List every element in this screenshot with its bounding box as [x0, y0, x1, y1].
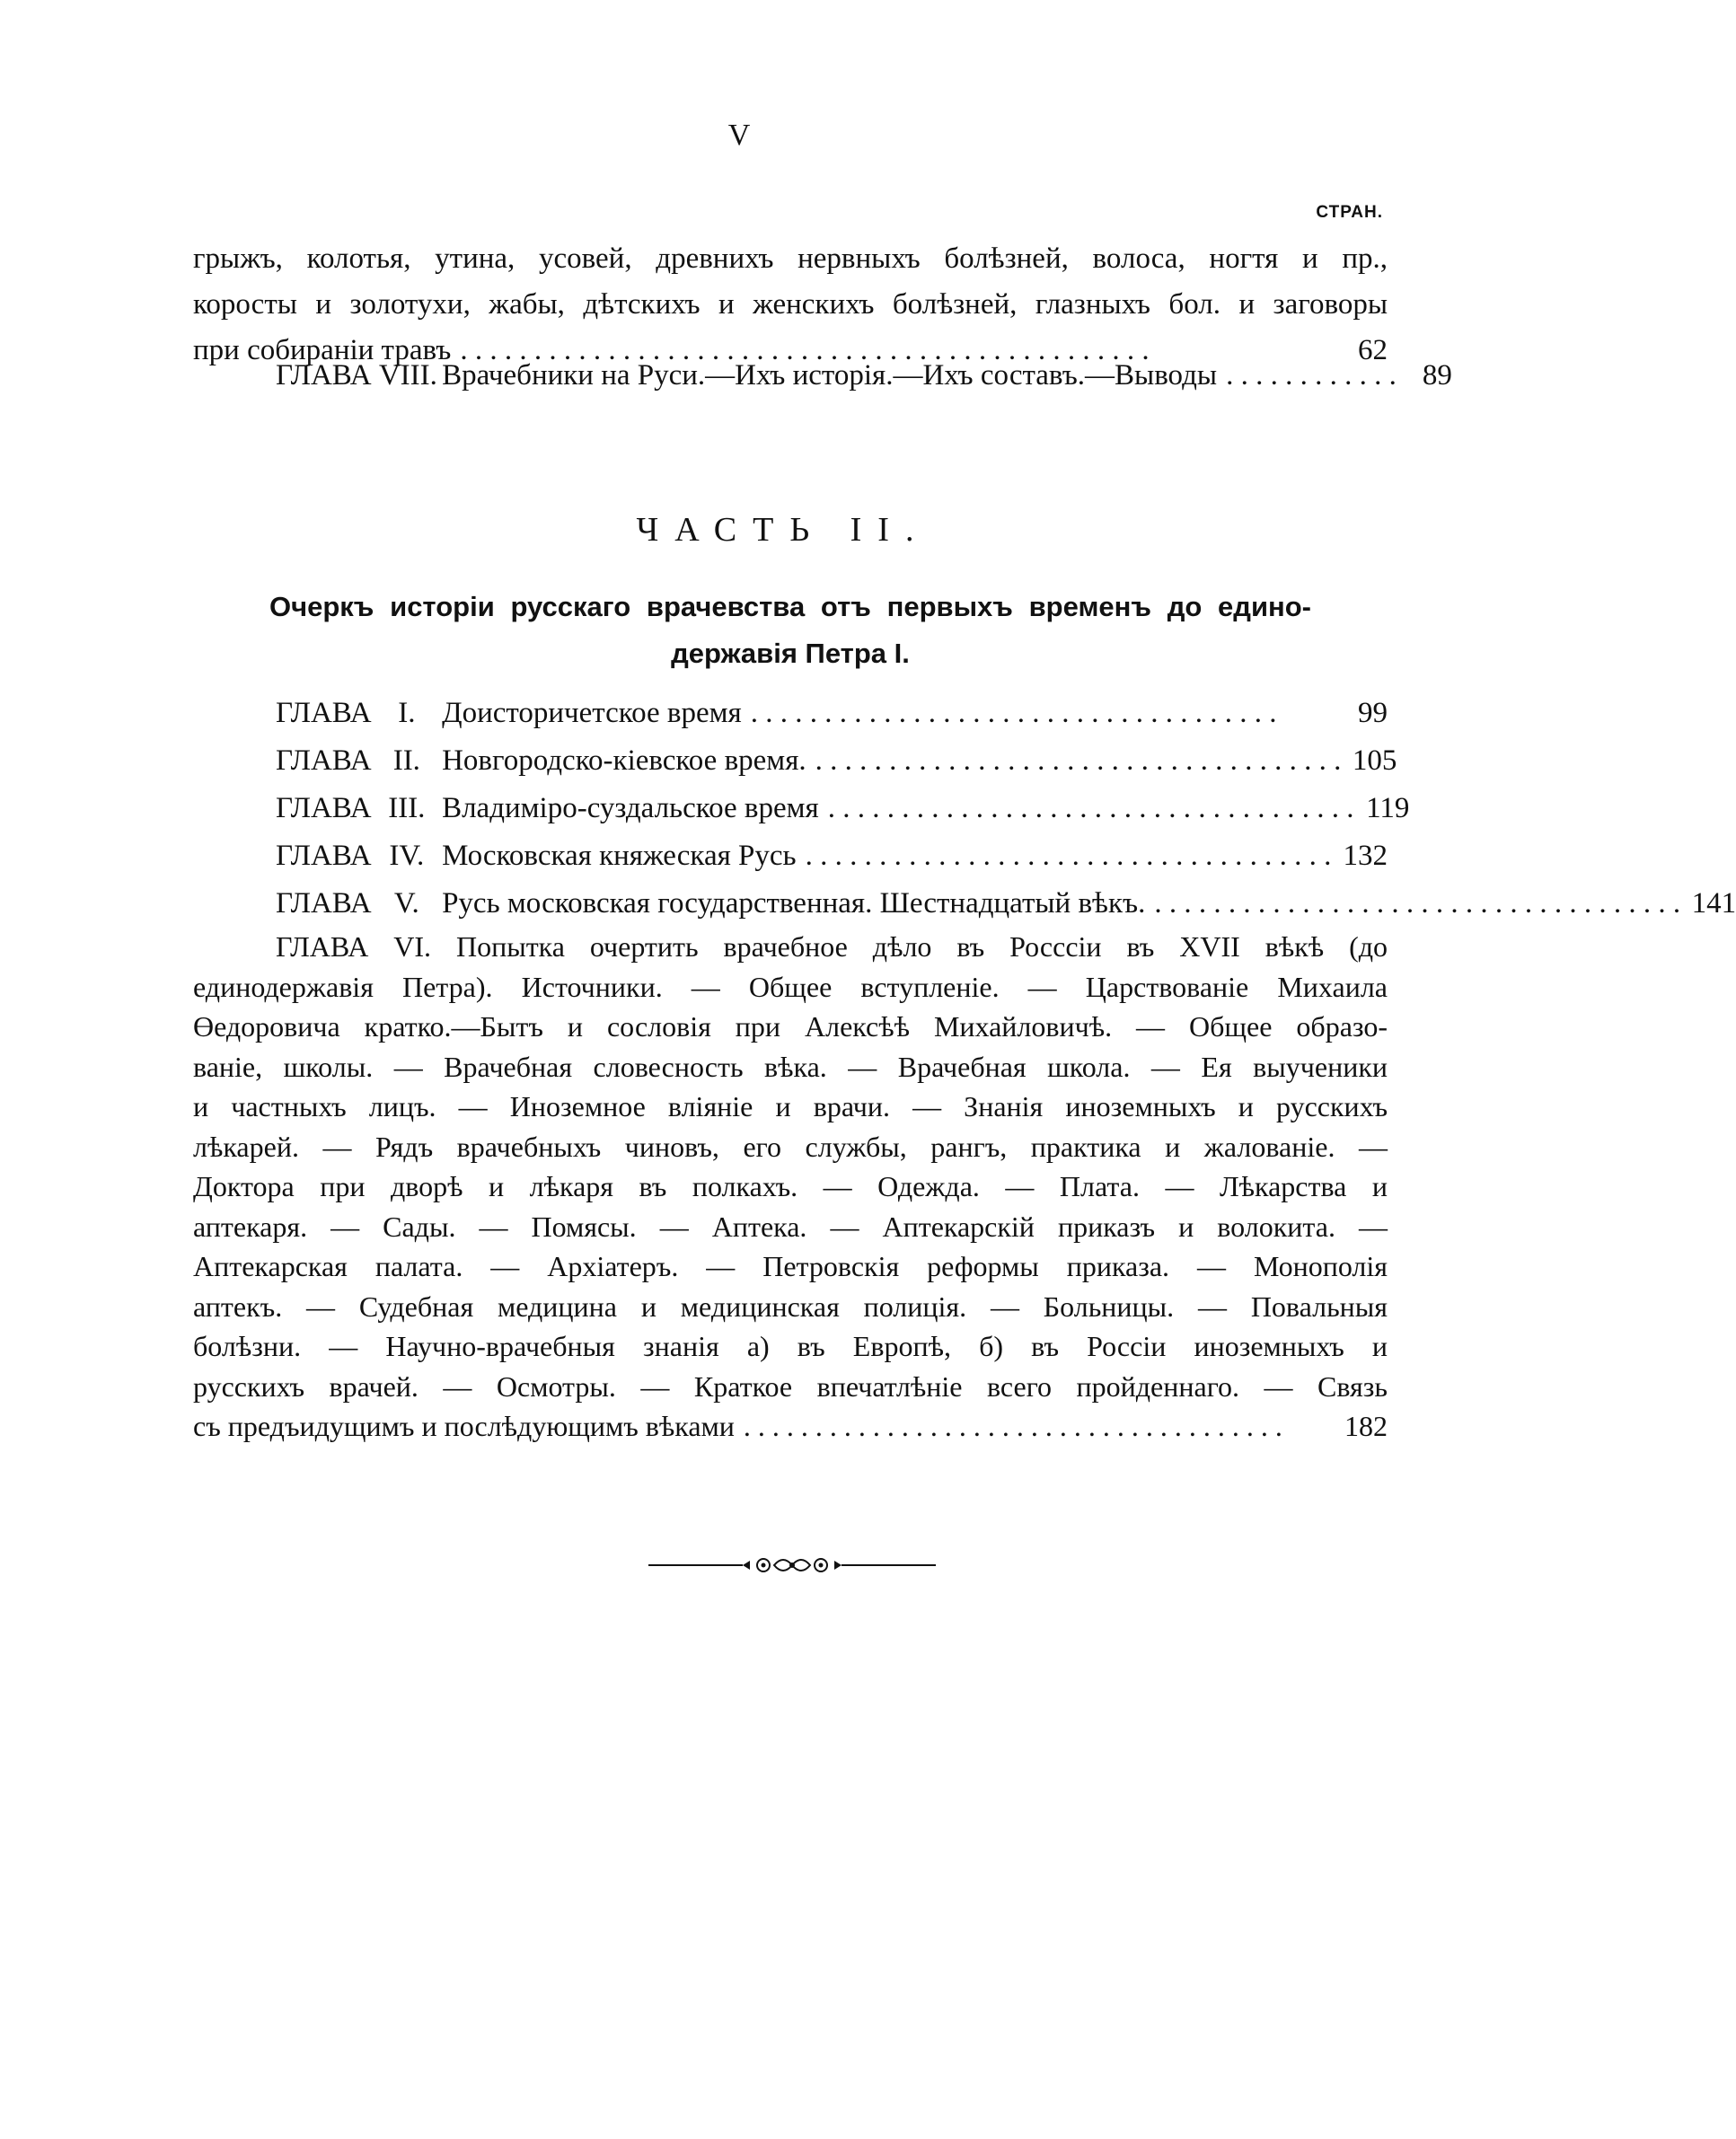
- page-ref: 62: [1358, 334, 1388, 366]
- entry-text-line: и частныхъ лицъ. — Иноземное вліяніе и врачи. — Знанія иноземныхъ и русскихъ: [193, 1090, 1388, 1122]
- chapter-number: V.: [393, 887, 419, 920]
- toc-entry-chapter-8: [193, 359, 1452, 407]
- chapter-label: ГЛАВА: [276, 792, 372, 824]
- chapter-label: ГЛАВА: [276, 840, 372, 872]
- entry-text-line: ваніе, школы. — Врачебная словесность вѣка. — Врачебная школа. — Ея выученики: [193, 1050, 1388, 1083]
- entry-text-line: ГЛАВА VI. Попытка очертить врачебное дѣло въ Росссіи въ XVII вѣкѣ (до: [276, 930, 1388, 963]
- dot-leader: . . . . . . . . . . . . . . . . . . . . . . . . . . . . . . . . . . . .: [805, 840, 1332, 872]
- entry-text-line: Өедоровича кратко.—Бытъ и сословія при Алексѣѣ Михайловичѣ. — Общее образо-: [193, 1010, 1388, 1043]
- ornament-divider-icon: [648, 1552, 936, 1579]
- chapter-number: III.: [388, 792, 426, 824]
- chapter-label: ГЛАВА: [276, 697, 372, 729]
- entry-text-line: русскихъ врачей. — Осмотры. — Краткое впечатлѣніе всего пройденнаго. — Связь: [193, 1369, 1388, 1403]
- entry-text-line: аптекъ. — Судебная медицина и медицинская полиція. — Больницы. — Повальныя: [193, 1290, 1388, 1323]
- toc-entry: [193, 744, 1397, 792]
- dot-leader: . . . . . . . . . . . . . . . . . . . . . . . . . . . . . . . . . . . . . .: [743, 1410, 1282, 1442]
- toc-entry-chapter-6: [193, 927, 1388, 1447]
- toc-chapter-list: [193, 697, 1736, 935]
- chapter-number: II.: [392, 744, 420, 777]
- page-ref: 119: [1366, 792, 1410, 824]
- toc-entry: [193, 792, 1410, 840]
- entry-text-line: при собираніи травъ: [193, 334, 452, 366]
- part-heading: ЧАСТЬ II.: [636, 511, 930, 549]
- chapter-label: ГЛАВА: [276, 744, 372, 777]
- dot-leader: . . . . . . . . . . . .: [1226, 359, 1397, 392]
- entry-text-line: лѣкарей. — Рядъ врачебныхъ чиновъ, его службы, рангъ, практика и жалованіе. —: [193, 1130, 1388, 1163]
- entry-text-line: съ предъидущимъ и послѣдующимъ вѣками: [193, 1410, 735, 1442]
- chapter-number: IV.: [389, 840, 425, 872]
- page-ref: 132: [1343, 840, 1388, 872]
- entry-text-line: аптекаря. — Сады. — Помясы. — Аптека. — Аптекарскій приказъ и волокита. —: [193, 1210, 1388, 1243]
- chapter-title: Русь московская государственная. Шестнадцатый вѣкъ.: [442, 887, 1146, 920]
- part-subtitle: [269, 584, 1311, 677]
- dot-leader: . . . . . . . . . . . . . . . . . . . . . . . . . . . . . . . . . . . .: [815, 744, 1342, 777]
- page-ref: 89: [1422, 359, 1452, 392]
- dot-leader: . . . . . . . . . . . . . . . . . . . . . . . . . . . . . . . . . . . . . . . . . . . . . . .: [460, 334, 1150, 366]
- entry-text-line: Аптекарская палата. — Архіатеръ. — Петровскія реформы приказа. — Монополія: [193, 1250, 1388, 1282]
- chapter-title: Врачебники на Руси.—Ихъ исторія.—Ихъ составъ.—Выводы: [442, 359, 1218, 392]
- toc-entry-part1-tail: [193, 236, 1388, 374]
- entry-text-line: единодержавія Петра). Источники. — Общее вступленіе. — Царствованіе Михаила: [193, 970, 1388, 1003]
- entry-text-line: грыжъ, колотья, утина, усовей, древнихъ нервныхъ болѣзней, волоса, ногтя и пр.,: [193, 242, 1388, 275]
- chapter-title: Доисторичетское время: [442, 697, 742, 729]
- chapter-title: Московская княжеская Русь: [442, 840, 797, 872]
- entry-text-line: Доктора при дворѣ и лѣкаря въ полкахъ. — Одежда. — Плата. — Лѣкарства и: [193, 1170, 1388, 1202]
- dot-leader: . . . . . . . . . . . . . . . . . . . . . . . . . . . . . . . . . . . .: [750, 697, 1277, 729]
- chapter-title: Владиміро-суздальское время: [442, 792, 819, 824]
- entry-text-line: коросты и золотухи, жабы, дѣтскихъ и женскихъ болѣзней, глазныхъ бол. и заговоры: [193, 288, 1388, 321]
- chapter-label: ГЛАВА: [276, 887, 372, 920]
- page-number: V: [727, 119, 751, 152]
- toc-entry: [193, 697, 1388, 744]
- page-ref: 141: [1691, 887, 1736, 920]
- toc-entry: [193, 840, 1388, 887]
- page-ref: 99: [1358, 697, 1388, 729]
- chapter-number: VIII.: [378, 359, 437, 392]
- part-subtitle-line: Очеркъ исторіи русскаго врачевства отъ первыхъ временъ до едино-: [269, 591, 1311, 622]
- chapter-label: ГЛАВА: [276, 359, 372, 392]
- chapter-title: Новгородско-кіевское время.: [442, 744, 806, 777]
- page-ref: 182: [1344, 1410, 1388, 1442]
- page-ref: 105: [1352, 744, 1397, 777]
- chapter-number: I.: [398, 697, 416, 729]
- dot-leader: . . . . . . . . . . . . . . . . . . . . . . . . . . . . . . . . . . . .: [827, 792, 1354, 824]
- part-subtitle-line: державія Петра I.: [671, 638, 910, 669]
- page-column-label: СТРАН.: [1316, 203, 1383, 222]
- entry-text-line: болѣзни. — Научно-врачебныя знанія а) въ Европѣ, б) въ Россіи иноземныхъ и: [193, 1330, 1388, 1362]
- dot-leader: . . . . . . . . . . . . . . . . . . . . . . . . . . . . . . . . . . . .: [1154, 887, 1681, 920]
